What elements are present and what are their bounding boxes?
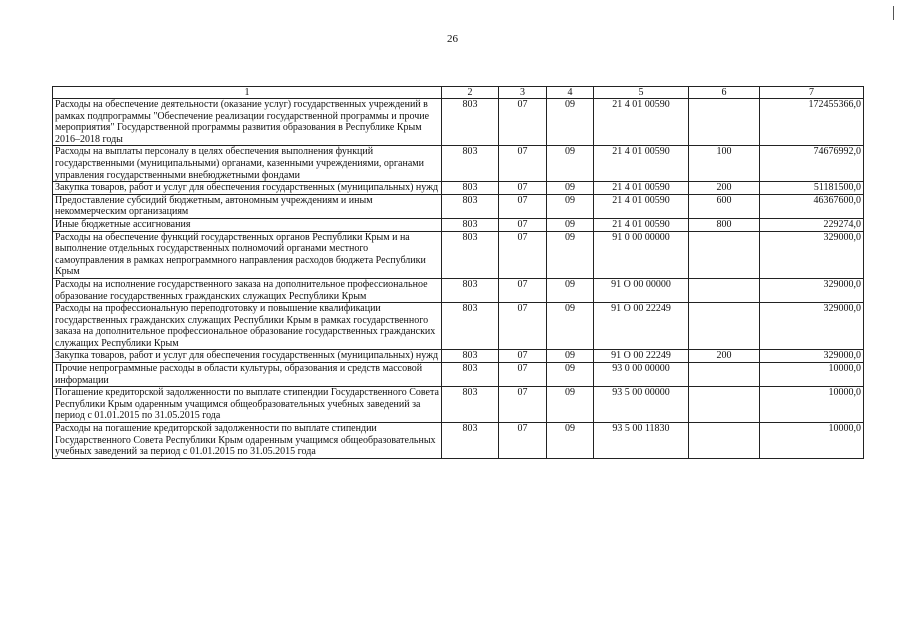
scan-edge-mark <box>893 6 894 20</box>
table-row <box>53 182 864 195</box>
row-section-code: 07 <box>499 363 547 387</box>
row-target-code: 21 4 01 00590 <box>594 218 689 231</box>
row-expense-type-code: 800 <box>689 218 760 231</box>
row-section-code: 07 <box>499 387 547 423</box>
header-row <box>53 87 864 99</box>
row-expense-type-code <box>689 387 760 423</box>
row-target-code: 93 5 00 00000 <box>594 387 689 423</box>
row-subsection-code: 09 <box>547 146 594 182</box>
row-name: Закупка товаров, работ и услуг для обеспечения государственных (муниципальных) нужд <box>53 350 442 363</box>
row-target-code: 91 0 00 00000 <box>594 231 689 278</box>
row-target-code: 91 О 00 00000 <box>594 278 689 302</box>
row-ministry-code: 803 <box>442 231 499 278</box>
row-target-code: 21 4 01 00590 <box>594 194 689 218</box>
row-ministry-code: 803 <box>442 182 499 195</box>
row-section-code: 07 <box>499 231 547 278</box>
row-subsection-code: 09 <box>547 231 594 278</box>
row-ministry-code: 803 <box>442 363 499 387</box>
row-name: Прочие непрограммные расходы в области культуры, образования и средств массовой информации <box>53 363 442 387</box>
row-amount: 329000,0 <box>760 350 864 363</box>
row-amount: 10000,0 <box>760 387 864 423</box>
table-row <box>53 303 864 350</box>
row-amount: 46367600,0 <box>760 194 864 218</box>
row-section-code: 07 <box>499 194 547 218</box>
row-expense-type-code <box>689 303 760 350</box>
row-subsection-code: 09 <box>547 99 594 146</box>
row-ministry-code: 803 <box>442 194 499 218</box>
table-row <box>53 387 864 423</box>
table-row <box>53 218 864 231</box>
row-name: Расходы на профессиональную переподготовку и повышение квалификации государственных гражданских служащих Республики Крым в рамках государственного заказа на дополнительное профессиональное образование государственных гражданских служащих Республики Крым <box>53 303 442 350</box>
row-expense-type-code <box>689 423 760 459</box>
row-expense-type-code <box>689 231 760 278</box>
header-col-4: 4 <box>547 87 594 99</box>
row-subsection-code: 09 <box>547 387 594 423</box>
row-name: Расходы на обеспечение деятельности (оказание услуг) государственных учреждений в рамках подпрограммы "Обеспечение реализации государственной программы и прочие мероприятия" Государственной программы развития образования в Республике Крым 2016–2018 годы <box>53 99 442 146</box>
header-col-6: 6 <box>689 87 760 99</box>
row-name: Иные бюджетные ассигнования <box>53 218 442 231</box>
table-row <box>53 278 864 302</box>
table-row <box>53 231 864 278</box>
row-target-code: 91 О 00 22249 <box>594 303 689 350</box>
row-name: Расходы на выплаты персоналу в целях обеспечения выполнения функций государственными (муниципальными) органами, казенными учреждениями, органами управления государственными внебюджетными фондами <box>53 146 442 182</box>
row-target-code: 21 4 01 00590 <box>594 182 689 195</box>
row-target-code: 21 4 01 00590 <box>594 99 689 146</box>
table-row <box>53 363 864 387</box>
row-section-code: 07 <box>499 423 547 459</box>
row-section-code: 07 <box>499 350 547 363</box>
row-expense-type-code: 100 <box>689 146 760 182</box>
row-name: Расходы на обеспечение функций государственных органов Республики Крым и на выполнение отдельных государственных полномочий органами местного самоуправления в рамках непрограммного направления расходов бюджета Республики Крым <box>53 231 442 278</box>
header-col-1: 1 <box>53 87 442 99</box>
row-amount: 329000,0 <box>760 278 864 302</box>
row-name: Расходы на исполнение государственного заказа на дополнительное профессиональное образование государственных гражданских служащих Республики Крым <box>53 278 442 302</box>
row-subsection-code: 09 <box>547 423 594 459</box>
row-section-code: 07 <box>499 146 547 182</box>
row-name: Погашение кредиторской задолженности по выплате стипендии Государственного Совета Республики Крым одаренным учащимся общеобразовательных учебных заведений за период с 01.01.2015 по 31.05.2015 года <box>53 387 442 423</box>
row-subsection-code: 09 <box>547 363 594 387</box>
row-name: Предоставление субсидий бюджетным, автономным учреждениям и иным некоммерческим организациям <box>53 194 442 218</box>
header-col-2: 2 <box>442 87 499 99</box>
row-subsection-code: 09 <box>547 350 594 363</box>
row-section-code: 07 <box>499 303 547 350</box>
row-ministry-code: 803 <box>442 99 499 146</box>
row-section-code: 07 <box>499 182 547 195</box>
row-name: Закупка товаров, работ и услуг для обеспечения государственных (муниципальных) нужд <box>53 182 442 195</box>
row-expense-type-code: 200 <box>689 350 760 363</box>
row-expense-type-code <box>689 278 760 302</box>
table-row <box>53 99 864 146</box>
row-subsection-code: 09 <box>547 194 594 218</box>
row-expense-type-code <box>689 99 760 146</box>
table-row <box>53 194 864 218</box>
row-amount: 51181500,0 <box>760 182 864 195</box>
row-amount: 74676992,0 <box>760 146 864 182</box>
row-ministry-code: 803 <box>442 146 499 182</box>
row-section-code: 07 <box>499 218 547 231</box>
row-amount: 229274,0 <box>760 218 864 231</box>
row-amount: 172455366,0 <box>760 99 864 146</box>
row-amount: 10000,0 <box>760 423 864 459</box>
page-number: 26 <box>447 33 458 45</box>
row-amount: 10000,0 <box>760 363 864 387</box>
row-expense-type-code: 600 <box>689 194 760 218</box>
row-amount: 329000,0 <box>760 303 864 350</box>
header-col-7: 7 <box>760 87 864 99</box>
row-section-code: 07 <box>499 99 547 146</box>
row-amount: 329000,0 <box>760 231 864 278</box>
row-target-code: 93 0 00 00000 <box>594 363 689 387</box>
header-col-3: 3 <box>499 87 547 99</box>
row-expense-type-code <box>689 363 760 387</box>
row-target-code: 93 5 00 11830 <box>594 423 689 459</box>
row-ministry-code: 803 <box>442 278 499 302</box>
table-row <box>53 423 864 459</box>
row-target-code: 91 О 00 22249 <box>594 350 689 363</box>
row-ministry-code: 803 <box>442 303 499 350</box>
row-subsection-code: 09 <box>547 182 594 195</box>
row-ministry-code: 803 <box>442 218 499 231</box>
row-section-code: 07 <box>499 278 547 302</box>
row-ministry-code: 803 <box>442 350 499 363</box>
row-subsection-code: 09 <box>547 278 594 302</box>
table-row <box>53 146 864 182</box>
budget-table <box>52 86 864 459</box>
row-expense-type-code: 200 <box>689 182 760 195</box>
row-name: Расходы на погашение кредиторской задолженности по выплате стипендии Государственного Совета Республики Крым одаренным учащимся общеобразовательных учебных заведений за период с 01.01.2015 по 31.05.2015 года <box>53 423 442 459</box>
row-ministry-code: 803 <box>442 387 499 423</box>
row-subsection-code: 09 <box>547 218 594 231</box>
row-subsection-code: 09 <box>547 303 594 350</box>
row-ministry-code: 803 <box>442 423 499 459</box>
header-col-5: 5 <box>594 87 689 99</box>
table-row <box>53 350 864 363</box>
row-target-code: 21 4 01 00590 <box>594 146 689 182</box>
